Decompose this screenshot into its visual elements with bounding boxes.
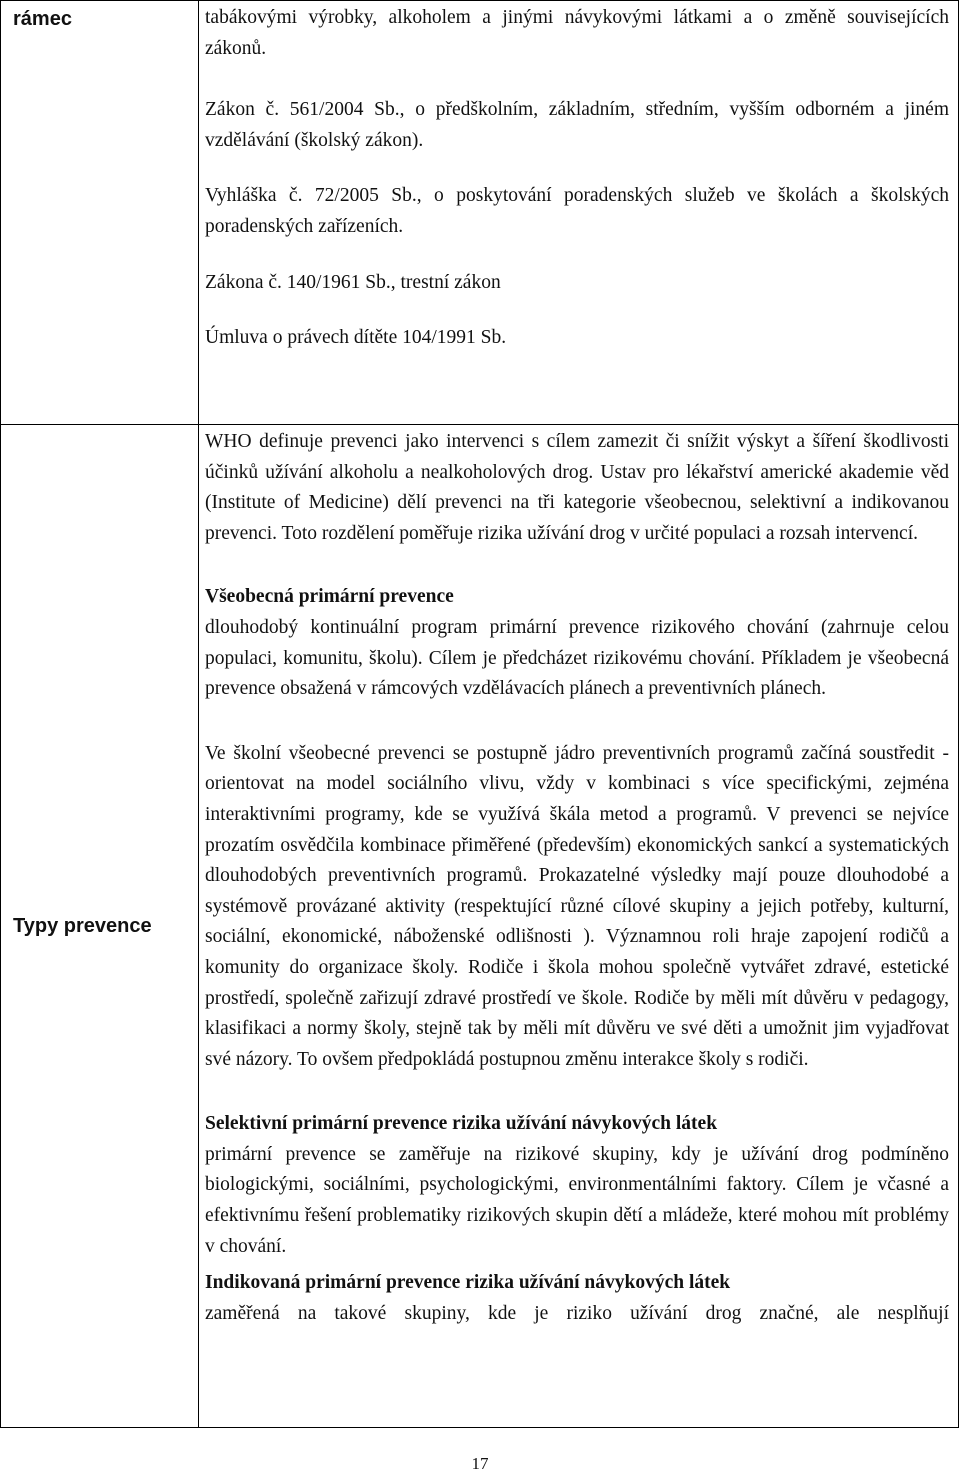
selective-prevention-paragraph: primární prevence se zaměřuje na rizikové skupiny, kdy je užívání drog podmíněno biologickými, sociálními, psychologickými, environmentálními faktory. Cílem je včasné a efektivnímu řešení problematiky rizikových skupin dětí a mládeže, které mohou mít problémy v chování. [205,1143,949,1257]
indicated-prevention-paragraph: zaměřená na takové skupiny, kde je riziko užívání drog značné, ale nesplňují [205,1302,949,1324]
row-content-typy-prevence [199,425,959,1428]
table-row-typy-prevence [1,425,959,1428]
legal-ref-paragraph: Zákon č. 561/2004 Sb., o předškolním, základním, středním, vyšším odborném a jiném vzdělávání (školský zákon). [205,99,949,151]
general-prevention-heading: Všeobecná primární prevence [205,586,454,608]
legal-ref-paragraph: Vyhláška č. 72/2005 Sb., o poskytování poradenských služeb ve školách a školských poradenských zařízeních. [205,185,949,237]
row-label-ramec: rámec [1,1,199,425]
intro-paragraph: WHO definuje prevenci jako intervenci s cílem zamezit či snížit výskyt a šíření škodlivosti účinků užívání alkoholu a nealkoholových drog. Ustav pro lékařství americké akademie věd (Institute of Medicine) dělí prevenci na tři kategorie všeobecnou, selektivní a indikovanou prevenci. Toto rozdělení poměřuje rizika užívání drog v určité populaci a rozsah intervencí. [205,431,949,544]
general-prevention-paragraph: dlouhodobý kontinuální program primární prevence rizikového chování (zahrnuje celou populaci, komunitu, školu). Cílem je předcházet rizikovému chování. Příkladem je všeobecná prevence obsažená v rámcových vzdělávacích plánech a preventivních plánech. [205,616,949,700]
table-row-ramec [1,1,959,425]
legal-ref-paragraph: Zákona č. 140/1961 Sb., trestní zákon [205,271,501,293]
legal-ref-paragraph: Úmluva o právech dítěte 104/1991 Sb. [205,327,507,349]
indicated-prevention-heading: Indikovaná primární prevence rizika užívání návykových látek [205,1272,731,1294]
row-label-typy-prevence: Typy prevence [1,425,199,1428]
selective-prevention-heading: Selektivní primární prevence rizika užívání návykových látek [205,1113,718,1135]
row-content-ramec [199,1,959,425]
page-number: 17 [471,1454,489,1473]
school-prevention-paragraph: Ve školní všeobecné prevenci se postupně jádro preventivních programů začíná soustředit - orientovat na model sociálního vlivu, vždy v kombinaci s více specifickými, zejména interaktivními programy, kde se využívá škála metod a programů. V prevenci se nejvíce prozatím osvědčila kombinace přiměřené (především) ekonomických sankcí a systematických dlouhodobých preventivních programů. Prokazatelné výsledky mají pouze dlouhodobé a systémově provázané aktivity (respektující různé cílové skupiny a jejich potřeby, kulturní, sociální, ekonomické, náboženské odlišnosti ). Významnou roli hraje zapojení rodičů a komunity do organizace školy. Rodiče i škola mohou společně vytvářet zdravé, estetické prostředí, společně zařizují zdravé prostředí ve škole. Rodiče by měli mít důvěru v pedagogy, klasifikaci a normy školy, stejně tak by měli mít důvěru ve své děti a umožnit jim vyjadřovat své názory. To ovšem předpokládá postupnou změnu interakce školy s rodiči. [205,742,949,1070]
legal-ref-paragraph: tabákovými výrobky, alkoholem a jinými návykovými látkami a o změně souvisejících zákonů. [205,7,949,59]
